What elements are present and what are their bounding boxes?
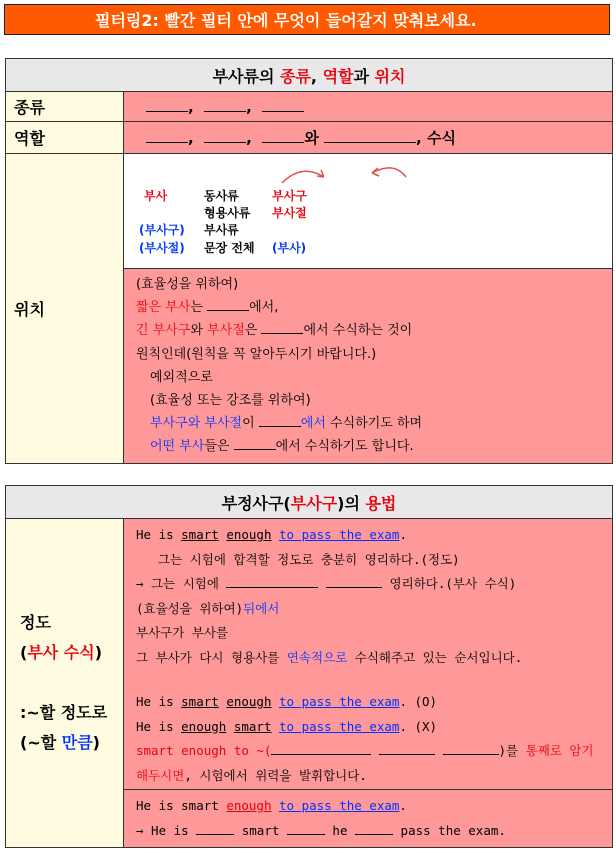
- explain-line: [136, 597, 612, 622]
- note-text: (효율성 또는 강조를 위하여): [150, 393, 311, 409]
- example-line: [136, 523, 612, 548]
- ex-smart: smart: [181, 694, 219, 709]
- exercise-line: [136, 819, 612, 844]
- ex-text: .: [399, 798, 407, 813]
- note-text: 들은: [204, 439, 234, 455]
- blank: [204, 97, 246, 112]
- title-text: )의: [337, 493, 366, 513]
- ex-enough: enough: [226, 694, 272, 709]
- note-text: (효율성을 위하여): [136, 277, 239, 292]
- paren: ): [92, 733, 100, 752]
- memo-text: )를: [498, 743, 526, 758]
- note-line: [136, 319, 612, 342]
- note-phrase: 부사구: [150, 416, 188, 432]
- blank: [196, 820, 234, 835]
- note-short-adverb: 짧은 부사: [136, 300, 191, 316]
- row-label-kind: 종류: [6, 92, 124, 122]
- ex-text: (효율성을 위하여): [136, 600, 244, 616]
- diagram-whole-sentence: 문장 전체: [204, 240, 255, 255]
- role-blanks: [124, 122, 613, 154]
- ex-space: [271, 527, 279, 542]
- blank: [324, 128, 416, 143]
- diagram-adverb-clause-right: 부사절: [272, 205, 307, 220]
- tr-text: → 그는 시험에: [136, 576, 227, 591]
- explain-line: 부사구가 부사를: [136, 625, 229, 640]
- infinitive-usage-table: [5, 485, 613, 848]
- exercise-line: [136, 794, 612, 819]
- ex-enough: enough: [226, 798, 272, 813]
- note-long-phrase: 긴 부사구: [136, 323, 191, 339]
- label-as-much: 만큼: [61, 733, 93, 752]
- note-text: 와: [190, 323, 208, 339]
- note-text: 에서 수식하기도 합니다.: [275, 439, 414, 455]
- note-line: [136, 389, 612, 412]
- example-line-wrong: [136, 715, 612, 740]
- ex-infinitive: to pass the exam: [279, 694, 400, 709]
- explain-line: [136, 646, 612, 671]
- ex-infinitive: to pass the exam: [279, 527, 400, 542]
- diagram-verbs: 동사류: [204, 188, 239, 203]
- blank: [226, 573, 318, 588]
- ex-enough: enough: [226, 527, 272, 542]
- note-text: 와: [187, 416, 205, 432]
- blank: [262, 97, 304, 112]
- blank: [287, 820, 325, 835]
- blank: [259, 412, 301, 427]
- row-label-position: 위치: [6, 154, 124, 464]
- ex-space: [271, 719, 279, 734]
- note-line: [136, 296, 612, 319]
- note-text: 에서 수식하는 것이: [303, 323, 413, 339]
- ex-text: 수식해주고 있는 순서입니다.: [347, 649, 523, 665]
- comma: ,: [188, 98, 194, 116]
- note-text: 수식하기도 하며: [325, 416, 423, 432]
- blank: [379, 740, 435, 755]
- role-wa: 와: [304, 129, 319, 147]
- label-degree: 정도: [20, 613, 51, 632]
- blank: [146, 97, 188, 112]
- title-and: 과: [353, 66, 375, 86]
- title-usage: 용법: [365, 493, 397, 513]
- note-line: [136, 366, 612, 389]
- note-text: 는: [190, 300, 208, 316]
- diagram-adverb-phrase-right: 부사구: [272, 188, 307, 203]
- translation-line: [136, 572, 612, 597]
- blank: [262, 128, 304, 143]
- ex-enough: enough: [181, 718, 227, 734]
- spacer: [20, 668, 123, 698]
- ex-text: . (X): [399, 718, 438, 734]
- adverbials-table: [5, 58, 613, 464]
- ex-smart: smart: [233, 718, 272, 734]
- ex-space: [226, 719, 234, 734]
- ex-text: He is: [136, 694, 182, 709]
- ex-space: [271, 798, 279, 813]
- memorize-line: [136, 739, 612, 764]
- comma: ,: [188, 129, 194, 147]
- title-sep: ,: [310, 66, 323, 86]
- ex-text: smart: [234, 822, 287, 838]
- section1-title: [6, 59, 613, 92]
- note-text: 예외적으로: [150, 369, 213, 385]
- title-text: 부정사구(: [221, 493, 291, 513]
- diagram-adverbs: 부사류: [204, 222, 239, 237]
- tr-text: 영리하다.(부사 수식): [382, 576, 517, 591]
- ex-text: He is: [136, 527, 182, 542]
- note-clause: 부사절: [207, 323, 245, 339]
- ex-smart: smart: [181, 527, 219, 542]
- label-to-degree: :~할 정도로: [20, 703, 108, 722]
- usage-exercise: [124, 789, 612, 847]
- note-clause: 부사절: [204, 416, 243, 432]
- ex-text: He is smart: [136, 798, 227, 813]
- memo-whole: 통째로 암기: [525, 743, 594, 758]
- label-adverb-modify: 부사 수식: [27, 643, 95, 662]
- note-text: 에서: [300, 416, 326, 432]
- label-modify-line: [20, 638, 123, 668]
- comma: ,: [246, 129, 252, 147]
- ex-text: .: [399, 527, 407, 542]
- blank: [234, 435, 276, 450]
- diagram-adverb-clause-left: (부사절): [139, 240, 185, 255]
- ex-text: He is: [136, 718, 182, 734]
- ex-consecutive: 연속적으로: [286, 649, 348, 665]
- blank: [204, 128, 246, 143]
- usage-explanation: [124, 519, 612, 789]
- memo-if: 해두시면: [136, 767, 185, 783]
- ex-text: 그 부사가 다시 형용사를: [136, 649, 287, 665]
- note-text: 원칙인데(원칙을 꼭 알아두시기 바랍니다.): [136, 346, 377, 362]
- note-text: 은: [244, 323, 262, 339]
- ex-infinitive: to pass the exam: [279, 718, 400, 734]
- diagram-adverb: 부사: [144, 188, 168, 203]
- ex-space: [271, 694, 279, 709]
- diagram-adverb-right: (부사): [272, 240, 307, 255]
- title-adverb-phrase: 부사구: [290, 493, 338, 513]
- note-line: [136, 273, 612, 296]
- ex-infinitive: to pass the exam: [279, 798, 400, 813]
- ex-text: . (O): [399, 694, 438, 709]
- blank: [326, 573, 382, 588]
- note-text: 이: [242, 416, 259, 432]
- ex-text: he: [324, 822, 356, 838]
- note-line: [136, 412, 612, 435]
- diagram-adverb-phrase-left: (부사구): [139, 222, 185, 237]
- diagram-adjectives: 형용사류: [204, 205, 251, 220]
- instruction-banner: 필터링2: 빨간 필터 안에 무엇이 들어갈지 맞춰보세요.: [4, 4, 610, 35]
- blank: [271, 740, 371, 755]
- role-modify: , 수식: [416, 129, 456, 147]
- title-kind: 종류: [279, 66, 311, 86]
- title-text: 부사류의: [212, 66, 280, 86]
- spacer: [136, 670, 612, 690]
- paren: ): [94, 643, 103, 662]
- ex-behind: 뒤에서: [243, 600, 280, 616]
- note-text: 에서,: [249, 300, 279, 316]
- paren: (: [20, 643, 28, 662]
- translation-line: 그는 시험에 합격할 정도로 충분히 영리하다.(정도): [158, 551, 460, 567]
- note-some-adverbs: 어떤 부사: [150, 439, 205, 455]
- label-text: (~할: [20, 733, 62, 752]
- blank: [261, 319, 303, 334]
- blank: [443, 740, 499, 755]
- memo-phrase: smart enough to ~(: [136, 743, 272, 758]
- position-notes: [124, 269, 613, 464]
- usage-label: [6, 519, 124, 848]
- memo-text: , 시험에서 위력을 발휘합니다.: [184, 767, 367, 783]
- example-line-correct: [136, 690, 612, 715]
- blank: [146, 128, 188, 143]
- usage-content: [124, 519, 613, 848]
- label-as-much-line: [20, 728, 123, 758]
- blank: [207, 296, 249, 311]
- section2-title: [6, 486, 613, 519]
- ex-text: → He is: [136, 822, 197, 838]
- comma: ,: [246, 98, 252, 116]
- arrows-graphic-right: [354, 155, 474, 195]
- row-label-role: 역할: [6, 122, 124, 154]
- memorize-line: [136, 764, 612, 789]
- note-line: [136, 435, 612, 458]
- blank: [355, 820, 393, 835]
- position-diagram: [124, 155, 612, 268]
- ex-text: pass the exam.: [393, 822, 506, 838]
- title-role: 역할: [322, 66, 354, 86]
- note-line: [136, 343, 612, 366]
- kind-blanks: [124, 92, 613, 122]
- title-position: 위치: [374, 66, 406, 86]
- position-diagram-cell: [124, 154, 613, 269]
